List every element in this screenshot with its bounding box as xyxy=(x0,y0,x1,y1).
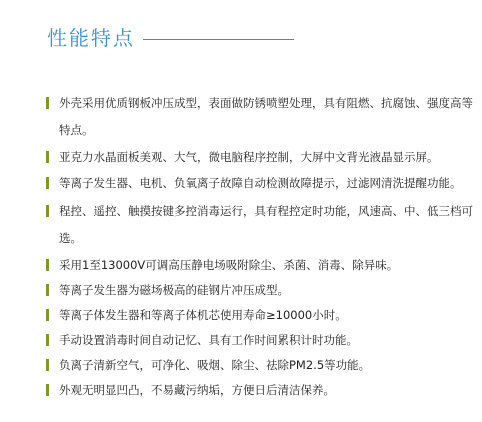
title-underline xyxy=(143,39,294,40)
feature-text: 程控、遥控、触摸按键多控消毒运行，具有程控定时功能，风速高、中、低三档可选。 xyxy=(59,204,473,245)
feature-item xyxy=(46,378,478,402)
feature-item xyxy=(46,278,478,302)
section-header xyxy=(47,22,307,52)
bullet-bar-icon xyxy=(46,359,49,371)
bullet-bar-icon xyxy=(46,151,49,163)
feature-text: 负离子清新空气，可净化、吸烟、除尘、祛除PM2.5等功能。 xyxy=(59,358,371,372)
feature-text: 外观无明显凹凸，不易藏污纳垢，方便日后清洁保养。 xyxy=(59,383,335,397)
bullet-bar-icon xyxy=(46,334,49,346)
feature-text: 等离子发生器为磁场极高的硅钢片冲压成型。 xyxy=(59,283,289,297)
feature-item xyxy=(46,328,478,352)
bullet-bar-icon xyxy=(46,309,49,321)
bullet-bar-icon xyxy=(46,259,49,271)
feature-item xyxy=(46,353,478,377)
feature-item xyxy=(46,90,478,144)
bullet-bar-icon xyxy=(46,384,49,396)
feature-text: 等离子体发生器和等离子体机芯使用寿命≥10000小时。 xyxy=(59,308,347,322)
feature-text: 手动设置消毒时间自动记忆、具有工作时间累积计时功能。 xyxy=(59,333,358,347)
feature-item xyxy=(46,253,478,277)
feature-item xyxy=(46,303,478,327)
page-title: 性能特点 xyxy=(47,26,135,50)
bullet-bar-icon xyxy=(46,177,49,189)
bullet-bar-icon xyxy=(46,205,49,217)
bullet-bar-icon xyxy=(46,97,49,109)
feature-item xyxy=(46,170,478,197)
feature-item xyxy=(46,198,478,252)
feature-text: 亚克力水晶面板美观、大气，微电脑程序控制，大屏中文背光液晶显示屏。 xyxy=(59,150,439,164)
feature-text: 采用1至13000V可调高压静电场吸附除尘、杀菌、消毒、除异味。 xyxy=(59,258,399,272)
feature-text: 外壳采用优质钢板冲压成型，表面做防锈喷塑处理，具有阻燃、抗腐蚀、强度高等特点。 xyxy=(59,96,473,137)
feature-item xyxy=(46,145,478,169)
feature-text: 等离子发生器、电机、负氧离子故障自动检测故障提示，过滤网清洗提醒功能。 xyxy=(59,176,462,190)
bullet-bar-icon xyxy=(46,284,49,296)
feature-list xyxy=(46,90,478,403)
